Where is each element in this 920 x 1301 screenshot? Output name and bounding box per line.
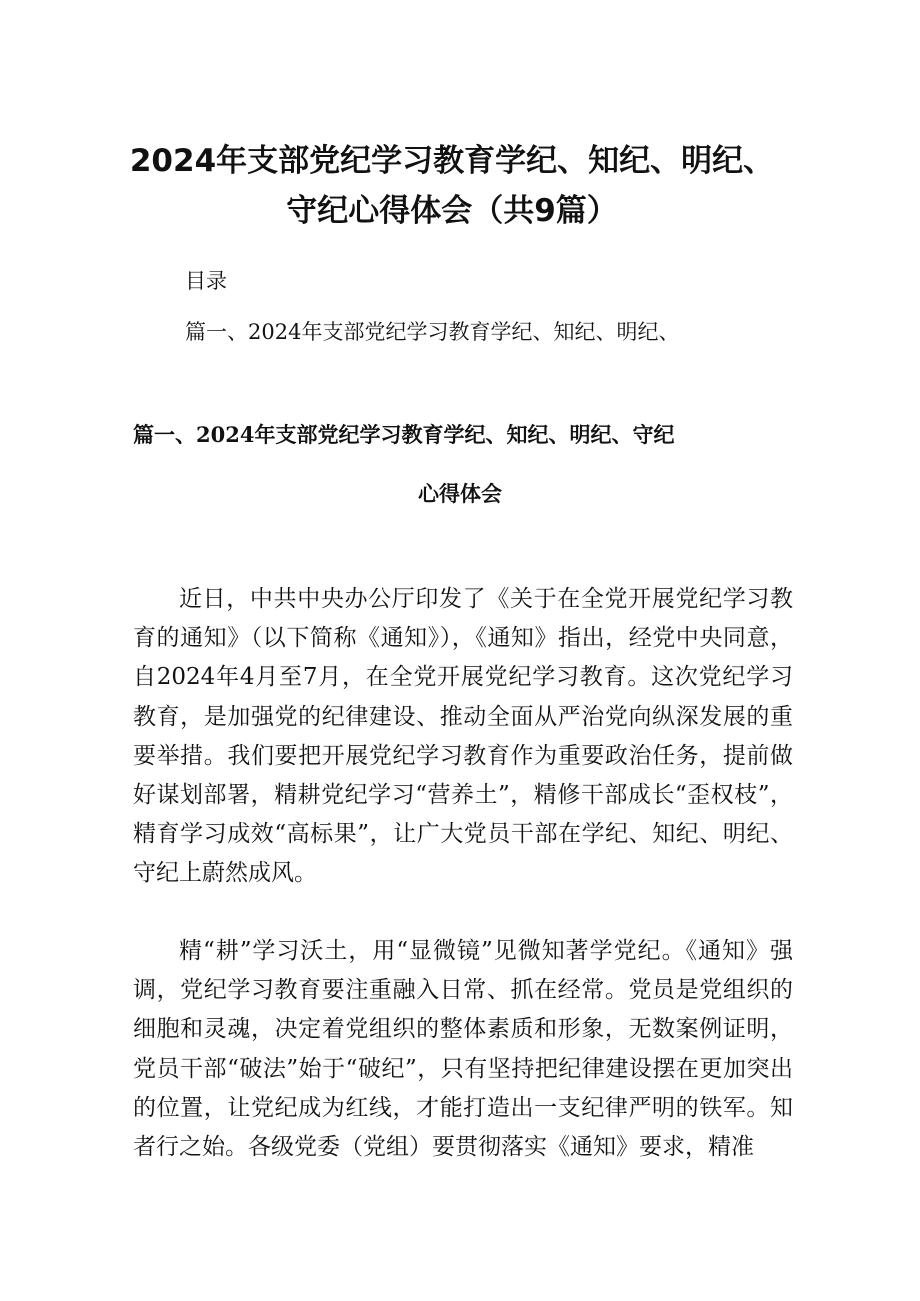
toc-item: 篇一、2024年支部党纪学习教育学纪、知纪、明纪、 [185, 320, 680, 344]
body-paragraph: 近日，中共中央办公厅印发了《关于在全党开展党纪学习教育的通知》（以下简称《通知》），《通知》指出，经党中央同意，自2024年4月至7月，在全党开展党纪学习教育。这次党纪学习教育，是加强党的纪律建设、推动全面从严治党向纵深发展的重要举措。我们要把开展党纪学习教育作为重要政治任务，提前做好谋划部署，精耕党纪学习“营养土”，精修干部成长“歪权枝”，精育学习成效“高标果”，让广大党员干部在学纪、知纪、明纪、守纪上蔚然成风。 [133, 586, 793, 887]
section-title-line-2: 心得体会 [418, 481, 502, 506]
document-title-line-2: 守纪心得体会（共9篇） [286, 193, 618, 229]
toc-heading: 目录 [185, 269, 227, 293]
body-paragraph: 精“耕”学习沃土，用“显微镜”见微知著学党纪。《通知》强调，党纪学习教育要注重融入日常、抓在经常。党员是党组织的细胞和灵魂，决定着党组织的整体素质和形象，无数案例证明，党员干部“破法”始于“破纪”，只有坚持把纪律建设摆在更加突出的位置，让党纪成为红线，才能打造出一支纪律严明的铁军。知者行之始。各级党委（党组）要贯彻落实《通知》要求，精准 [133, 938, 793, 1161]
document-title-line-1: 2024年支部党纪学习教育学纪、知纪、明纪、 [129, 143, 775, 179]
section-title-line-1: 篇一、2024年支部党纪学习教育学纪、知纪、明纪、守纪 [133, 422, 675, 447]
